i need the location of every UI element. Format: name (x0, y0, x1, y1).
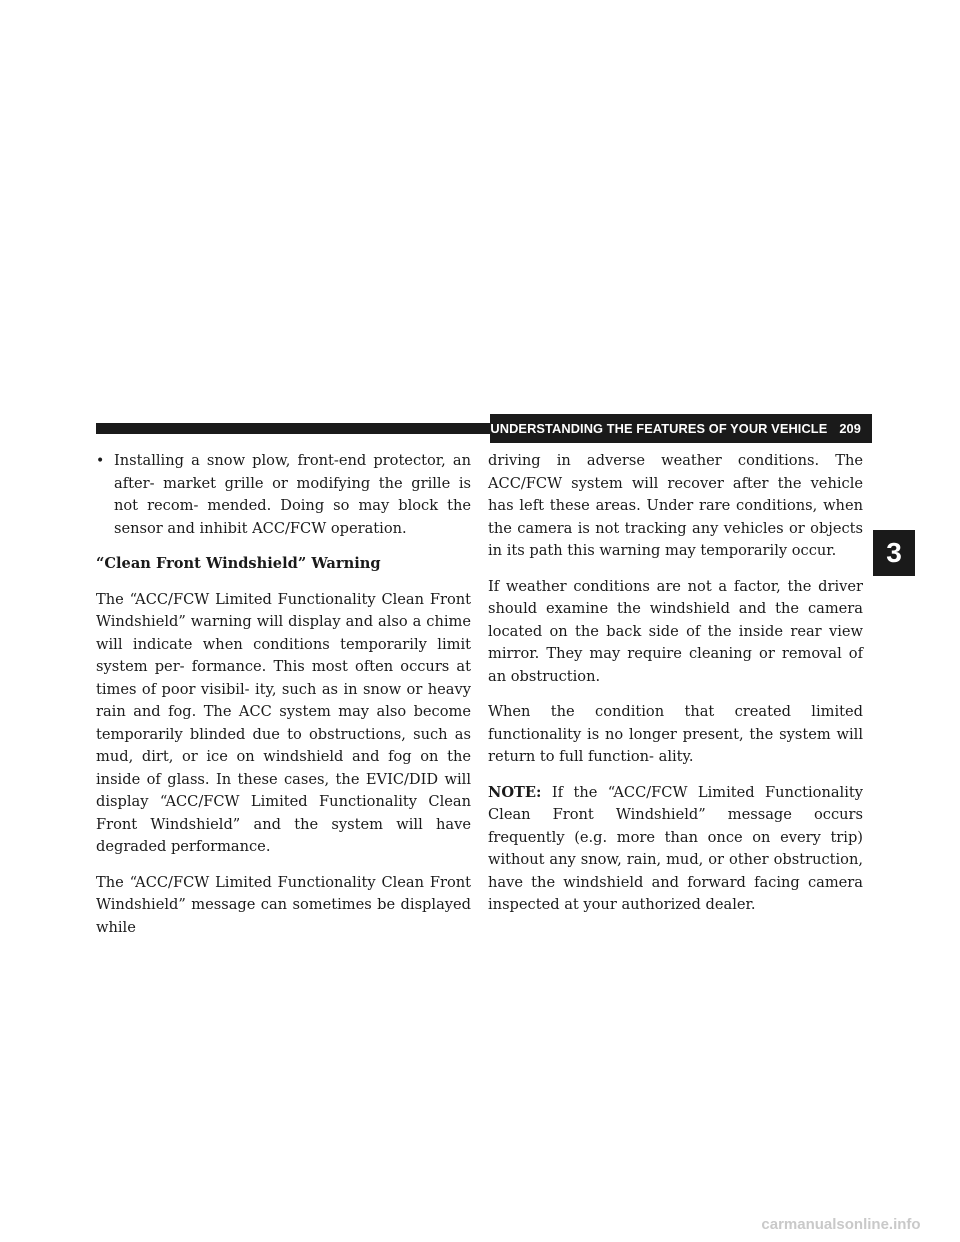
page-number: 209 (839, 421, 861, 436)
paragraph: The “ACC/FCW Limited Functionality Clean Front Windshield” warning will display and also a chime will indicate when conditions temporarily limit system per- formance. This most often occurs at times of poor visibil- ity, such as in snow or heavy rain and fog. The ACC system may also become temporarily blinded due to obstructions, such as mud, dirt, or ice on windshield and fog on the inside of glass. In these cases, the EVIC/DID will display “ACC/FCW Limited Functionality Clean Front Windshield” and the system will have degraded performance. (96, 590, 471, 855)
right-column (488, 450, 863, 930)
running-header (490, 414, 872, 443)
section-heading: “Clean Front Windshield” Warning (96, 555, 381, 572)
note-text: If the “ACC/FCW Limited Functionality Clean Front Windshield” message occurs frequently (e.g. more than once on every trip) without any snow, rain, mud, or other obstruction, have the windshield and forward facing camera inspected at your authorized dealer. (488, 783, 863, 913)
note-paragraph (488, 782, 863, 917)
bullet-text: Installing a snow plow, front-end protector, an after- market grille or modifying the grille is not recom- mended. Doing so may block the sensor and inhibit ACC/FCW operation. (114, 452, 471, 537)
left-column (96, 450, 471, 952)
note-label: NOTE: (488, 783, 542, 801)
section-title: UNDERSTANDING THE FEATURES OF YOUR VEHICLE (490, 421, 828, 436)
paragraph: The “ACC/FCW Limited Functionality Clean Front Windshield” message can sometimes be displayed while (96, 873, 471, 936)
paragraph: If weather conditions are not a factor, the driver should examine the windshield and the camera located on the back side of the inside rear view mirror. They may require cleaning or removal of an obstruction. (488, 577, 863, 685)
chapter-tab: 3 (873, 530, 915, 576)
paragraph: When the condition that created limited functionality is no longer present, the system will return to full function- ality. (488, 703, 863, 765)
list-item (96, 450, 471, 540)
footer-watermark[interactable]: carmanualsonline.info (761, 1215, 921, 1233)
bullet-icon: • (96, 453, 105, 469)
header-rule (96, 423, 492, 434)
paragraph: driving in adverse weather conditions. The ACC/FCW system will recover after the vehicle has left these areas. Under rare conditions, when the camera is not tracking any vehicles or objects in its path this warning may temporarily occur. (488, 452, 863, 559)
